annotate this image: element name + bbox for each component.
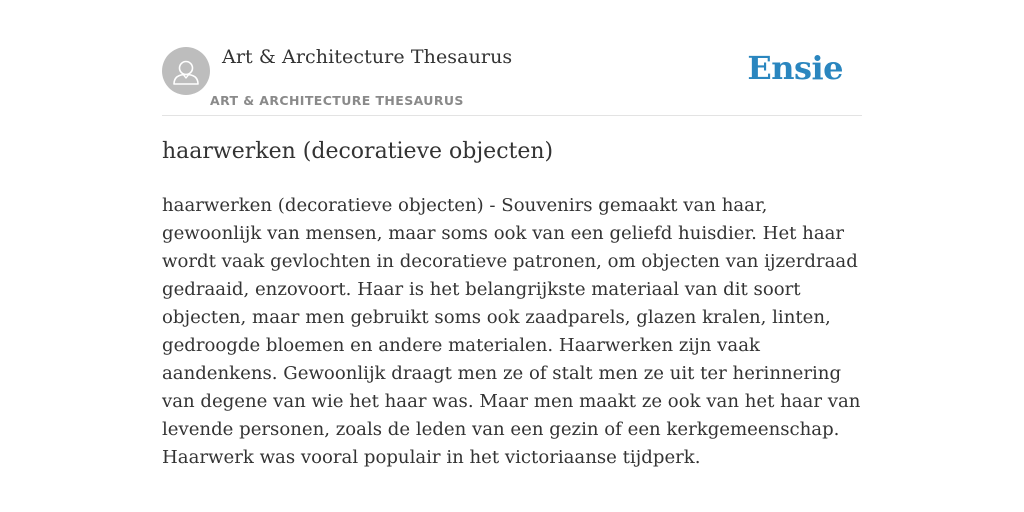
author-source-label: ART & ARCHITECTURE THESAURUS <box>210 93 464 108</box>
author-name-link[interactable]: Art & Architecture Thesaurus <box>222 46 513 68</box>
entry-card <box>162 0 862 512</box>
entry-definition: haarwerken (decoratieve objecten) - Souvenirs gemaakt van haar, gewoonlijk van mensen, maar soms ook van een geliefd huisdier. Het haar wordt vaak gevlochten in decoratieve patronen, om objecten van ijzerdraad gedraaid, enzovoort. Haar is het belangrijkste materiaal van dit soort objecten, maar men gebruikt soms ook zaadparels, glazen kralen, linten, gedroogde bloemen en andere materialen. Haarwerken zijn vaak aandenkens. Gewoonlijk draagt men ze of stalt men ze uit ter herinnering van degene van wie het haar was. Maar men maakt ze ook van het haar van levende personen, zoals de leden van een gezin of een kerkgemeenschap. Haarwerk was vooral populair in het victoriaanse tijdperk. <box>162 195 861 468</box>
avatar[interactable] <box>162 47 210 95</box>
user-icon <box>162 47 210 95</box>
ensie-logo[interactable]: Ensie <box>747 49 843 87</box>
header-divider <box>162 115 862 116</box>
entry-title: haarwerken (decoratieve objecten) <box>162 139 554 164</box>
